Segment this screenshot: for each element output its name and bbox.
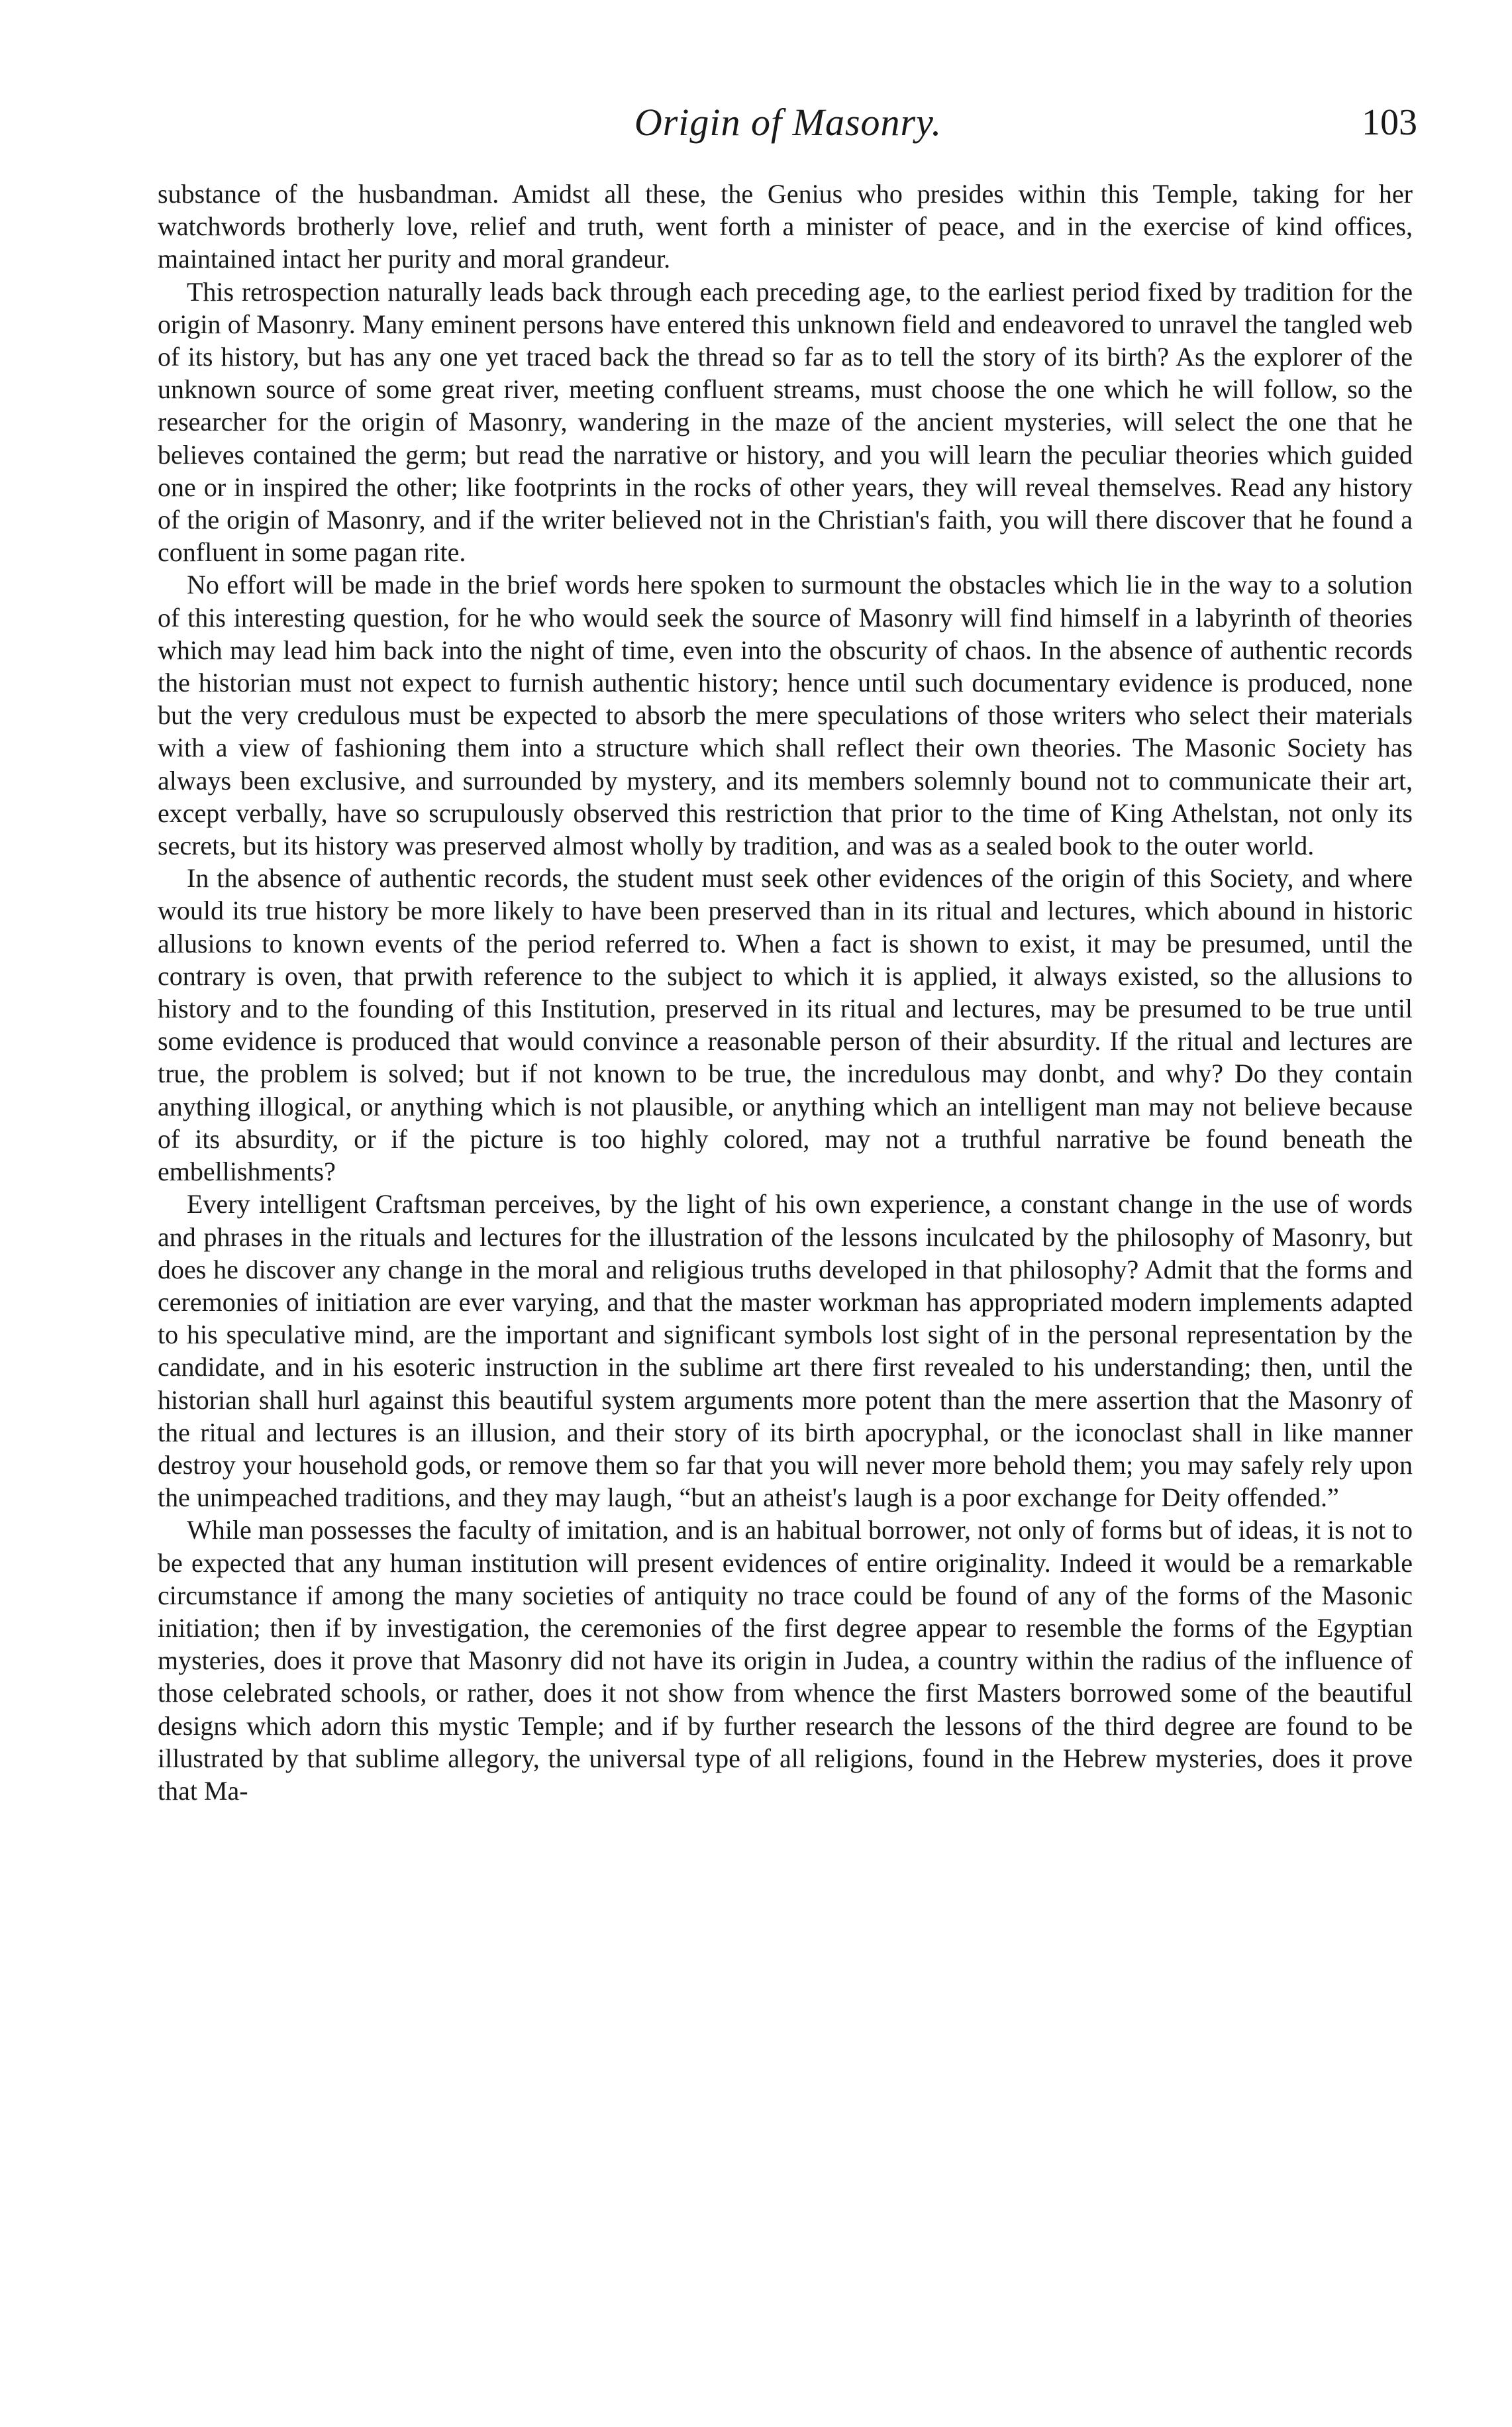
- body-text: [158, 178, 1413, 1807]
- paragraph-authentic-records: In the absence of authentic records, the student must seek other evidences of the origin of this Society, and where would its true history be more likely to have been preserved than in its ritual and lectures, which abound in historic allusions to known events of the period referred to. When a fact is shown to exist, it may be presumed, until the contrary is oven, that prwith reference to the subject to which it is applied, it always existed, so the allusions to history and to the founding of this Institution, preserved in its ritual and lectures, may be presumed to be true until some evidence is produced that would convince a reasonable person of their absurdity. If the ritual and lectures are true, the problem is solved; but if not known to be true, the incredulous may donbt, and why? Do they contain anything illogical, or anything which is not plausible, or anything which an intelligent man may not believe because of its absurdity, or if the picture is too highly colored, may not a truthful narrative be found beneath the embellishments?: [158, 863, 1413, 1187]
- running-title: Origin of Masonry.: [634, 101, 942, 144]
- paragraph-continued: substance of the husbandman. Amidst all these, the Genius who presides within this Temple, taking for her watchwords brotherly love, relief and truth, went forth a minister of peace, and in the exercise of kind offices, maintained intact her purity and moral grandeur.: [158, 179, 1413, 274]
- paragraph-craftsman: Every intelligent Craftsman perceives, by the light of his own experience, a constant change in the use of words and phrases in the rituals and lectures for the illustration of the lessons inculcated by the philosophy of Masonry, but does he discover any change in the moral and religious truths developed in that philosophy? Admit that the forms and ceremonies of initiation are ever varying, and that the master workman has appropriated modern implements adapted to his speculative mind, are the important and significant symbols lost sight of in the personal representation by the candidate, and in his esoteric instruction in the sublime art there first revealed to his understanding; then, until the historian shall hurl against this beautiful system arguments more potent than the mere assertion that the Masonry of the ritual and lectures is an illusion, and their story of its birth apocryphal, or the iconoclast shall in like manner destroy your household gods, or remove them so far that you will never more behold them; you may safely rely upon the unimpeached traditions, and they may laugh, “but an atheist's laugh is a poor exchange for Deity offended.”: [158, 1189, 1413, 1513]
- paragraph-imitation: While man possesses the faculty of imitation, and is an habitual borrower, not only of forms but of ideas, it is not to be expected that any human institution will present evidences of entire originality. Indeed it would be a remarkable circumstance if among the many societies of antiquity no trace could be found of any of the forms of the Masonic initiation; then if by investigation, the ceremonies of the first degree appear to resemble the forms of the Egyptian mysteries, does it prove that Masonry did not have its origin in Judea, a country within the radius of the influence of those celebrated schools, or rather, does it not show from whence the first Masters borrowed some of the beautiful designs which adorn this mystic Temple; and if by further research the lessons of the third degree are found to be illustrated by that sublime allegory, the universal type of all religions, found in the Hebrew mysteries, does it prove that Ma-: [158, 1515, 1413, 1806]
- page-number: 103: [1362, 102, 1417, 143]
- paragraph-retrospection: This retrospection naturally leads back through each preceding age, to the earliest period fixed by tradition for the origin of Masonry. Many eminent persons have entered this unknown field and endeavored to unravel the tangled web of its history, but has any one yet traced back the thread so far as to tell the story of its birth? As the explorer of the unknown source of some great river, meeting confluent streams, must choose the one which he will follow, so the researcher for the origin of Masonry, wandering in the maze of the ancient mysteries, will select the one that he believes contained the germ; but read the narrative or history, and you will learn the peculiar theories which guided one or in inspired the other; like footprints in the rocks of other years, they will reveal themselves. Read any history of the origin of Masonry, and if the writer believed not in the Christian's faith, you will there discover that he found a confluent in some pagan rite.: [158, 276, 1413, 568]
- running-head: [159, 93, 1417, 152]
- paragraph-no-effort: No effort will be made in the brief words here spoken to surmount the obstacles which lie in the way to a solution of this interesting question, for he who would seek the source of Masonry will find himself in a labyrinth of theories which may lead him back into the night of time, even into the obscurity of chaos. In the absence of authentic records the historian must not expect to furnish authentic history; hence until such documentary evidence is produced, none but the very credulous must be expected to absorb the mere speculations of those writers who select their materials with a view of fashioning them into a structure which shall reflect their own theories. The Masonic Society has always been exclusive, and surrounded by mystery, and its members solemnly bound not to communicate their art, except verbally, have so scrupulously observed this restriction that prior to the time of King Athelstan, not only its secrets, but its history was preserved almost wholly by tradition, and was as a sealed book to the outer world.: [158, 570, 1413, 861]
